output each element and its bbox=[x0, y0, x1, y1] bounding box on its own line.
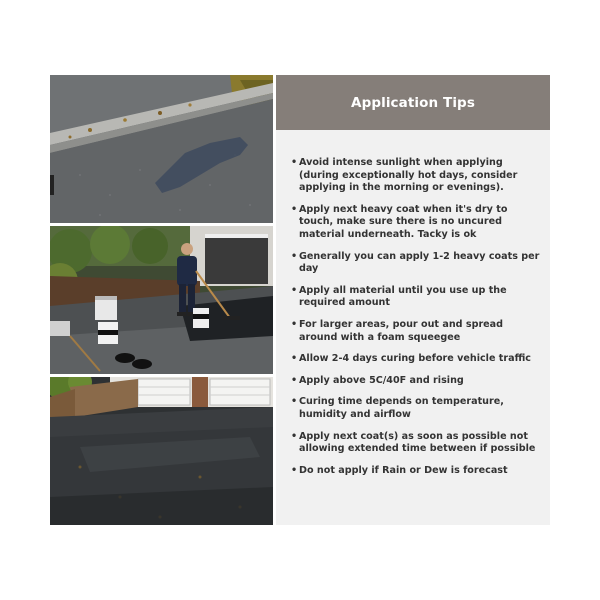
tip-item bbox=[291, 204, 543, 242]
bullet-icon: • bbox=[291, 318, 298, 330]
bullet-icon: • bbox=[291, 430, 298, 442]
sealed-driveway-photo bbox=[50, 377, 273, 525]
tip-text: Do not apply if Rain or Dew is forecast bbox=[299, 464, 508, 476]
tip-item bbox=[291, 375, 543, 388]
tip-text: Apply next heavy coat when it's dry to touch, make sure there is no uncured material underneath. Tacky is ok bbox=[299, 203, 508, 240]
photo-column bbox=[50, 75, 273, 525]
tip-item bbox=[291, 431, 543, 456]
tip-text: Generally you can apply 1-2 heavy coats per day bbox=[299, 250, 540, 275]
bullet-icon: • bbox=[291, 396, 298, 408]
tip-text: For larger areas, pour out and spread around with a foam squeegee bbox=[299, 318, 504, 343]
application-tips-panel bbox=[276, 75, 550, 525]
tip-text: Apply next coat(s) as soon as possible not allowing extended time between if possible bbox=[299, 430, 536, 455]
tip-text: Allow 2-4 days curing before vehicle traffic bbox=[299, 353, 531, 365]
worker-applying-sealer-photo bbox=[50, 226, 273, 374]
tip-item bbox=[291, 285, 543, 310]
tip-item bbox=[291, 157, 543, 195]
tip-item bbox=[291, 251, 543, 276]
bullet-icon: • bbox=[291, 284, 298, 296]
panel-header bbox=[276, 75, 550, 130]
tip-text: Avoid intense sunlight when applying (during exceptionally hot days, consider applying in the morning or evenings). bbox=[299, 157, 518, 194]
bullet-icon: • bbox=[291, 157, 298, 168]
tips-list bbox=[291, 157, 543, 486]
asphalt-before-photo bbox=[50, 75, 273, 223]
bullet-icon: • bbox=[291, 250, 298, 262]
tip-text: Curing time depends on temperature, humidity and airflow bbox=[299, 396, 504, 420]
panel-title: Application Tips bbox=[351, 94, 475, 111]
tip-item bbox=[291, 396, 543, 421]
tip-text: Apply above 5C/40F and rising bbox=[299, 374, 464, 386]
tip-item bbox=[291, 353, 543, 366]
tip-item bbox=[291, 319, 543, 344]
bullet-icon: • bbox=[291, 353, 298, 365]
tip-item bbox=[291, 465, 543, 478]
bullet-icon: • bbox=[291, 464, 298, 476]
bullet-icon: • bbox=[291, 374, 298, 386]
tip-text: Apply all material until you use up the required amount bbox=[299, 284, 507, 309]
bullet-icon: • bbox=[291, 203, 298, 215]
